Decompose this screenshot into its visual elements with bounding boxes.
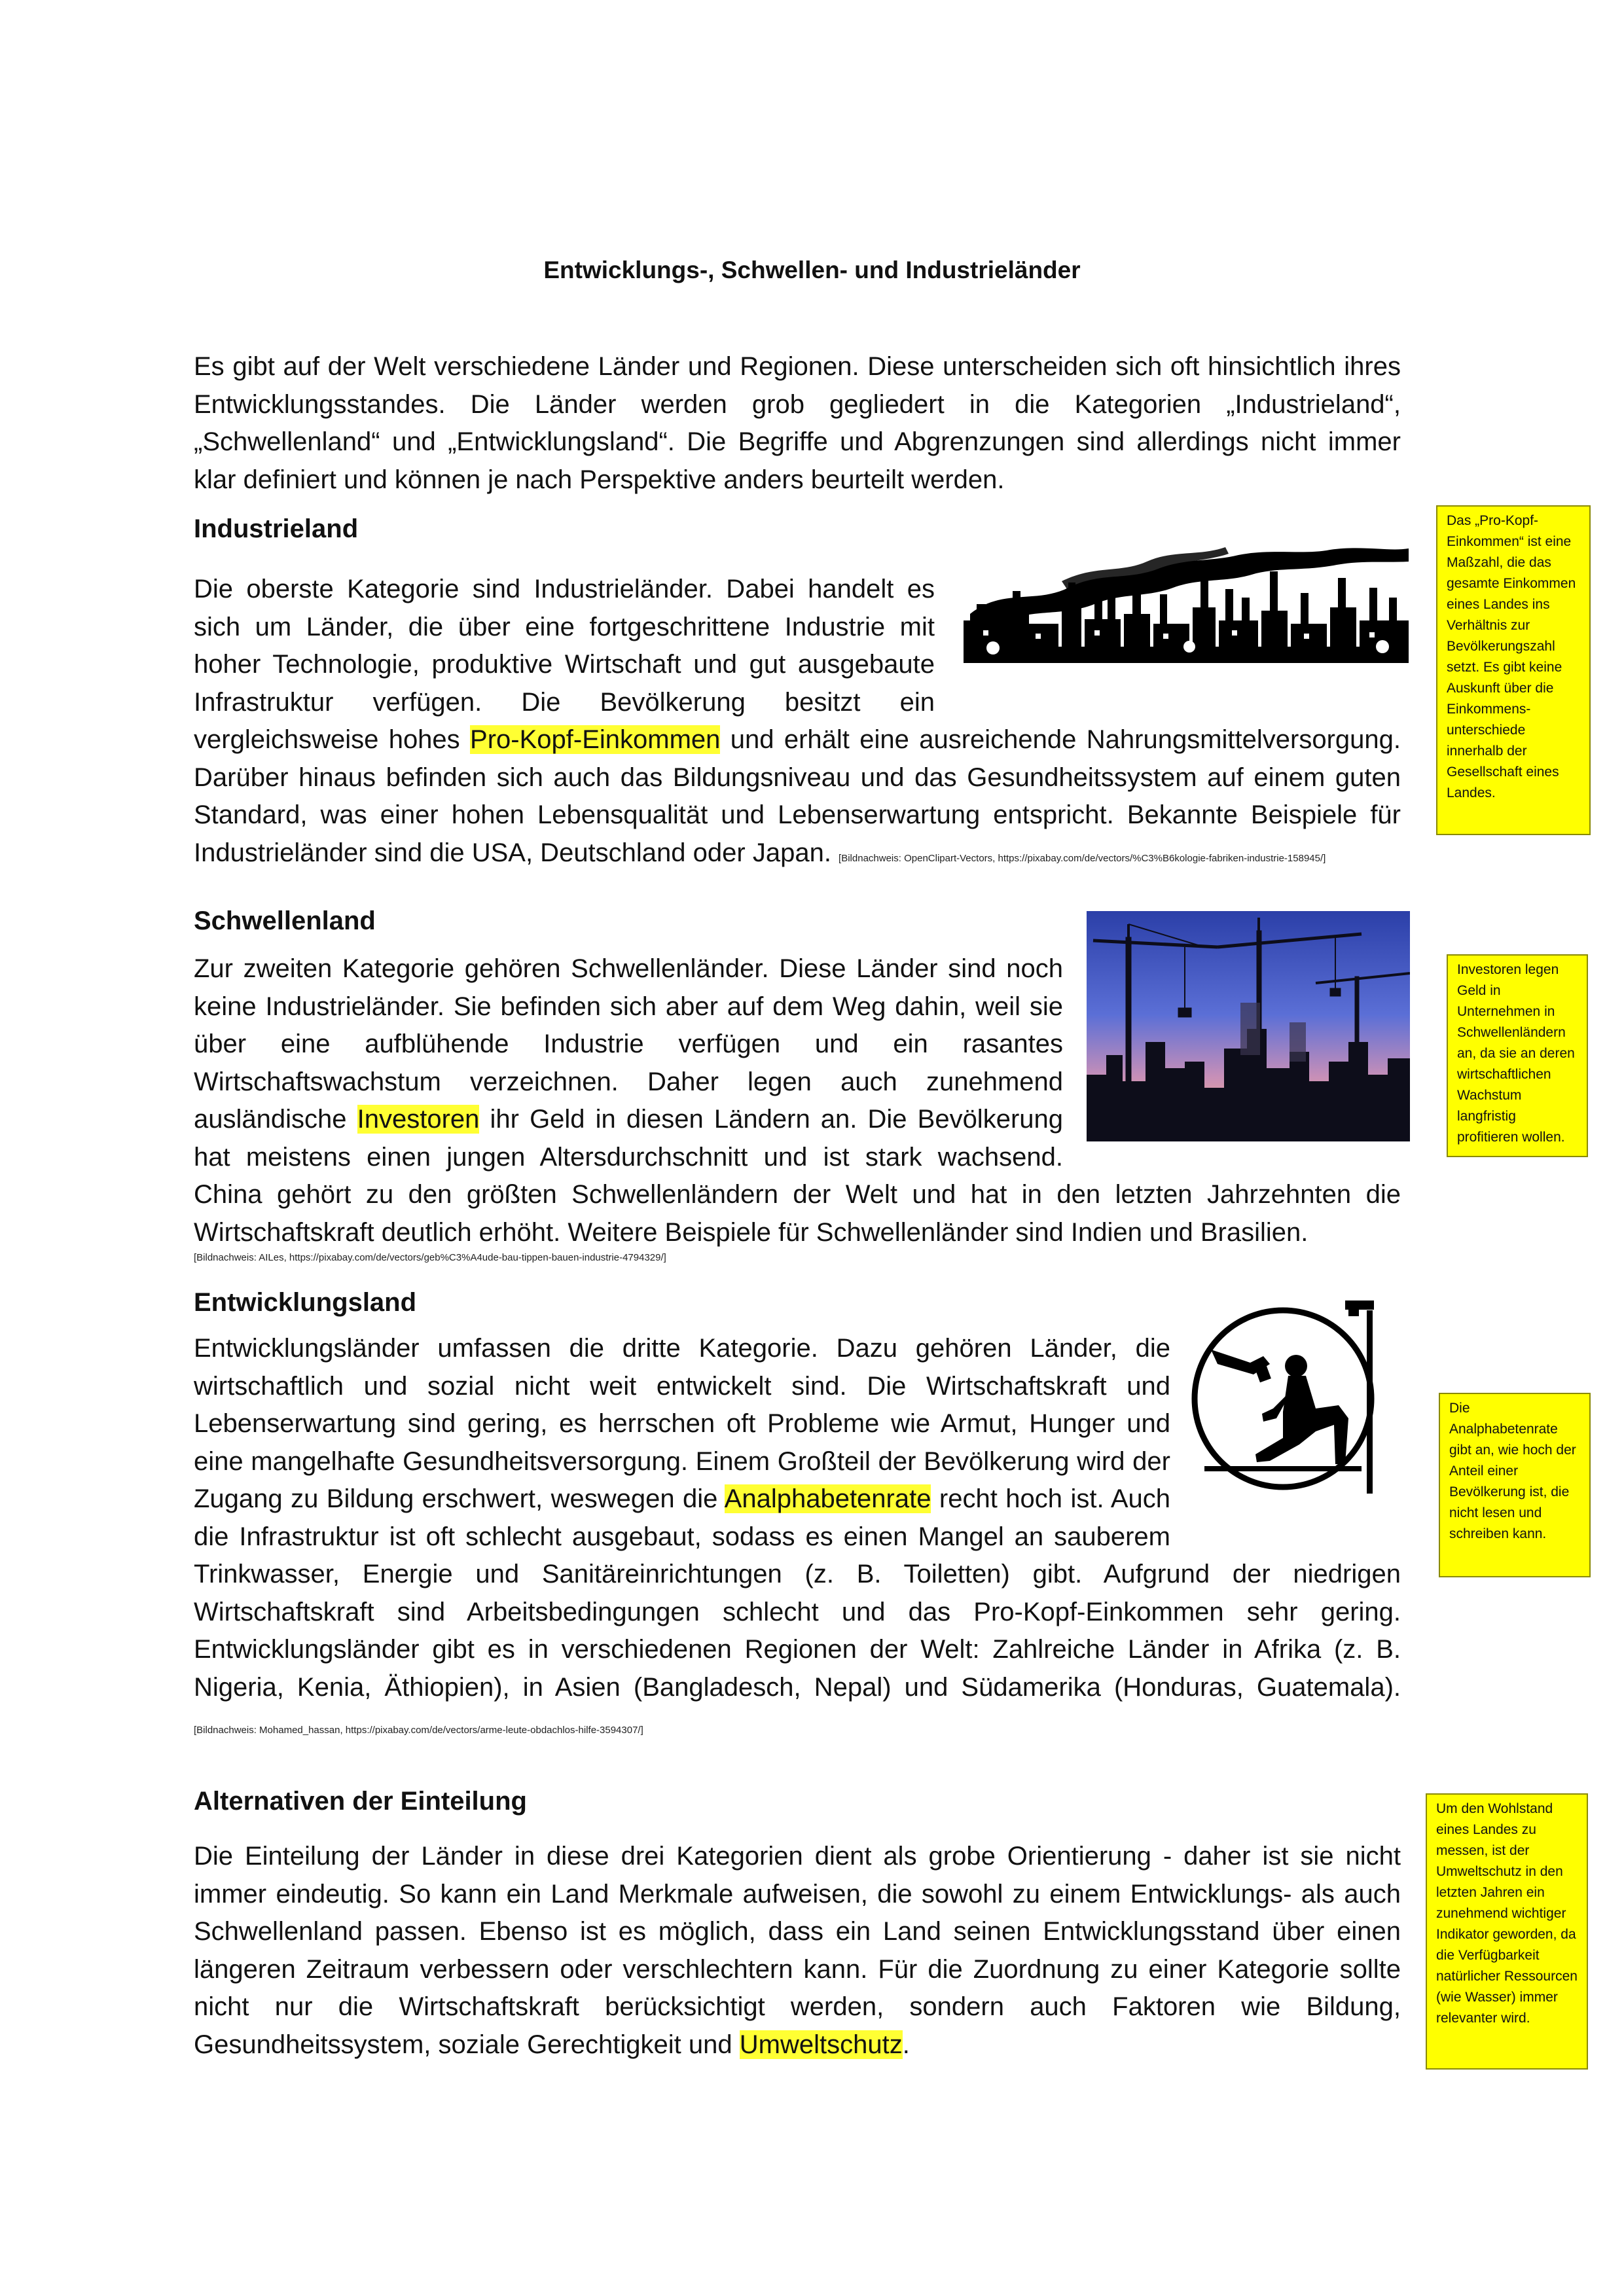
note-analphabetenrate: Die Analphabetenrate gibt an, wie hoch der Anteil einer Bevölkerung ist, die nicht lesen und schreiben kann. <box>1439 1393 1591 1577</box>
page-title: Entwicklungs-, Schwellen- und Industrieländer <box>543 257 1081 283</box>
highlight-analphabetenrate: Analphabetenrate <box>724 1484 931 1513</box>
note-pro-kopf-einkommen: Das „Pro-Kopf-Einkommen“ ist eine Maßzahl, die das gesamte Einkommen eines Landes ins Verhältnis zur Bevölkerungszahl setzt. Es gibt keine Auskunft über die Einkommens-unterschiede innerhalb der Gesellschaft eines Landes. <box>1436 505 1591 835</box>
note-investoren: Investoren legen Geld in Unternehmen in Schwellenländern an, da sie an deren wirtschaftlichen Wachstum langfristig profitieren wollen. <box>1447 954 1588 1157</box>
intro-paragraph: Es gibt auf der Welt verschiedene Länder und Regionen. Diese unterscheiden sich oft hinsichtlich ihres Entwicklungsstandes. Die Länder werden grob gegliedert in die Kategorien „Industrieland“, „Schwellenland“ und „Entwicklungsland“. Die Begriffe und Abgrenzungen sind allerdings nicht immer klar definiert und können je nach Perspektive anders beurteilt werden. <box>194 352 1401 494</box>
image-credit: [Bildnachweis: AILes, https://pixabay.com/de/vectors/geb%C3%A4ude-bau-tippen-bauen-industrie-4794329/] <box>194 1252 666 1263</box>
entwicklungsland-paragraph: Entwicklungsländer umfassen die dritte Kategorie. Dazu gehören Länder, die wirtschaftlich und sozial nicht weit entwickelt sind. Die Wirtschaftskraft und Lebenserwartung sind gering, es herrschen oft Probleme wie Armut, Hunger und eine mangelhafte Gesundheitsversorgung. Einem Großteil der Bevölkerung wird der Zugang zu Bildung erschwert, weswegen die Analphabetenrate recht hoch ist. Auch die Infrastruktur ist oft schlecht ausgebaut, sodass es einen Mangel an sauberem Trinkwasser, Energie und Sanitäreinrichtungen (z. B. Toiletten) gibt. Aufgrund der niedrigen Wirtschaftskraft sind Arbeitsbedingungen schlecht und das Pro-Kopf-Einkommen sehr gering. Entwicklungsländer gibt es in verschiedenen Regionen der Welt: Zahlreiche Länder in Afrika (z. B. Nigeria, Kenia, Äthiopien), in Asien (Bangladesch, Nepal) und Südamerika (Honduras, Guatemala). [Bildnachweis: Mohamed_hassan, https://pixabay.com/de/vectors/arme-leute-obdachlos-hilfe-3594307/] <box>194 1330 1401 1744</box>
image-credit: [Bildnachweis: Mohamed_hassan, https://pixabay.com/de/vectors/arme-leute-obdachlos-hilfe-3594307/] <box>194 1725 643 1736</box>
industrieland-paragraph: Die oberste Kategorie sind Industrieländer. Dabei handelt es sich um Länder, die über eine fortgeschrittene Industrie mit hoher Technologie, produktive Wirtschaft und gut ausgebaute Infrastruktur verfügen. Die Bevölkerung besitzt ein vergleichsweise hohes Pro-Kopf-Einkommen und erhält eine ausreichende Nahrungsmittelversorgung. Darüber hinaus befinden sich auch das Bildungsniveau und das Gesundheitssystem auf einem guten Standard, was einer hohen Lebensqualität und Lebenserwartung entspricht. Bekannte Beispiele für Industrieländer sind die USA, Deutschland oder Japan. [Bildnachweis: OpenClipart-Vectors, https://pixabay.com/de/vectors/%C3%B6kologie-fabriken-industrie-158945/] <box>194 571 1401 872</box>
figure-wrap-spacer <box>1170 1330 1401 1518</box>
heading-schwellenland: Schwellenland <box>194 906 376 935</box>
image-credit: [Bildnachweis: OpenClipart-Vectors, https://pixabay.com/de/vectors/%C3%B6kologie-fabriken-industrie-158945/] <box>839 852 1326 864</box>
heading-industrieland: Industrieland <box>194 514 359 543</box>
heading-alternativen: Alternativen der Einteilung <box>194 1787 527 1816</box>
note-umweltschutz: Um den Wohlstand eines Landes zu messen, ist der Umweltschutz in den letzten Jahren ein zunehmend wichtiger Indikator geworden, da die Verfügbarkeit natürlicher Ressourcen (wie Wasser) immer relevanter wird. <box>1426 1793 1588 2070</box>
heading-entwicklungsland: Entwicklungsland <box>194 1288 417 1317</box>
figure-wrap-spacer <box>935 571 1401 686</box>
highlight-umweltschutz: Umweltschutz <box>739 2030 903 2059</box>
highlight-pro-kopf-einkommen: Pro-Kopf-Einkommen <box>470 725 721 754</box>
highlight-investoren: Investoren <box>357 1105 480 1134</box>
figure-wrap-spacer <box>1063 950 1401 1144</box>
schwellenland-paragraph: Zur zweiten Kategorie gehören Schwellenländer. Diese Länder sind noch keine Industrieländer. Sie befinden sich aber auf dem Weg dahin, weil sie über eine aufblühende Industrie verfügen und ein rasantes Wirtschaftswachstum verzeichnen. Daher legen auch zunehmend ausländische Investoren ihr Geld in diesen Ländern an. Die Bevölkerung hat meistens einen jungen Altersdurchschnitt und ist stark wachsend. China gehört zu den größten Schwellenländern der Welt und hat in den letzten Jahrzehnten die Wirtschaftskraft deutlich erhöht. Weitere Beispiele für Schwellenländer sind Indien und Brasilien. <box>194 950 1401 1251</box>
alternativen-paragraph: Die Einteilung der Länder in diese drei Kategorien dient als grobe Orientierung - daher ist sie nicht immer eindeutig. So kann ein Land Merkmale aufweisen, die sowohl zu einem Entwicklungs- als auch Schwellenland passen. Ebenso ist es möglich, dass ein Land seinen Entwicklungsstand über einen längeren Zeitraum verbessern oder verschlechtern kann. Für die Zuordnung zu einer Kategorie sollte nicht nur die Wirtschaftskraft berücksichtigt werden, sondern auch Faktoren wie Bildung, Gesundheitssystem, soziale Gerechtigkeit und Umweltschutz. <box>194 1842 1401 2059</box>
